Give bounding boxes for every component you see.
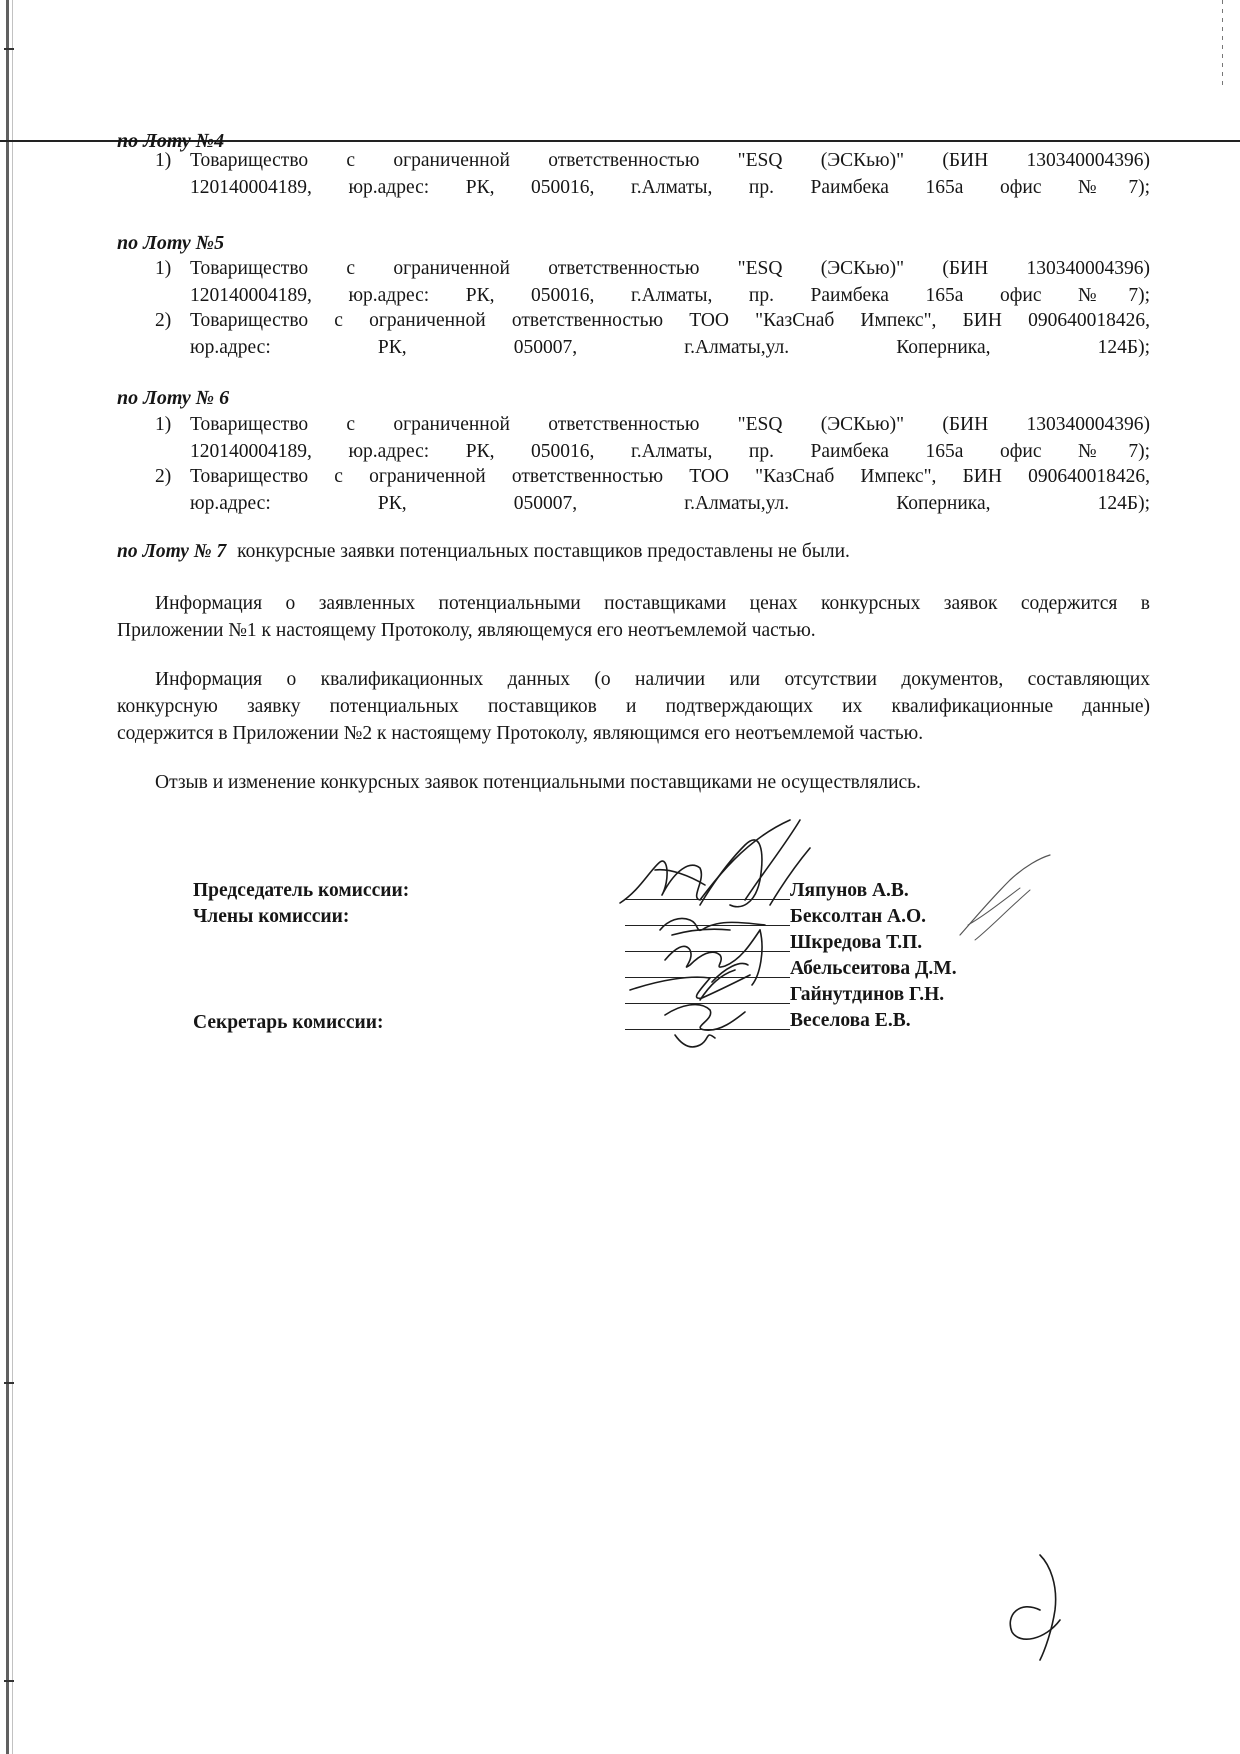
member-name: Шкредова Т.П.	[790, 932, 923, 953]
lot-text: конкурсные заявки потенциальных поставщиков предоставлены не были.	[237, 541, 850, 562]
paragraph-line: содержится в Приложении №2 к настоящему Протоколу, являющимся его неотъемлемой частью.	[117, 723, 924, 744]
item-text: 120140004189, юр.адрес: РК, 050016, г.Алматы, пр. Раимбека 165а офис №7);	[190, 441, 1150, 462]
item-text: Товарищество с ограниченной ответственностью "ESQ (ЭСКью)" (БИН 130340004396)	[190, 150, 1150, 171]
item-number: 1)	[155, 150, 172, 171]
member-name: Бексолтан А.О.	[790, 906, 927, 927]
item-number: 2)	[155, 466, 172, 487]
item-text: 120140004189, юр.адрес: РК, 050016, г.Алматы, пр. Раимбека 165а офис №7);	[190, 177, 1150, 198]
lot-heading: по Лоту № 6	[117, 387, 230, 409]
lot-heading: по Лоту №5	[117, 232, 225, 254]
item-text: Товарищество с ограниченной ответственностью "ESQ (ЭСКью)" (БИН 130340004396)	[190, 258, 1150, 279]
item-text: 120140004189, юр.адрес: РК, 050016, г.Алматы, пр. Раимбека 165а офис №7);	[190, 285, 1150, 306]
paragraph-line: Отзыв и изменение конкурсных заявок потенциальными поставщиками не осуществлялись.	[155, 772, 921, 793]
chair-label: Председатель комиссии:	[193, 880, 410, 901]
item-text: Товарищество с ограниченной ответственностью ТОО "КазСнаб Импекс", БИН 090640018426,	[190, 466, 1150, 487]
paragraph-line: Информация о заявленных потенциальными поставщиками ценах конкурсных заявок содержится в	[155, 593, 1150, 614]
member-name: Веселова Е.В.	[790, 1010, 911, 1031]
secretary-label: Секретарь комиссии:	[193, 1012, 384, 1033]
item-text: юр.адрес: РК, 050007, г.Алматы,ул. Коперника, 124Б);	[190, 493, 1150, 514]
item-text: Товарищество с ограниченной ответственностью ТОО "КазСнаб Импекс", БИН 090640018426,	[190, 310, 1150, 331]
item-number: 2)	[155, 310, 172, 331]
lot-heading: по Лоту № 7	[117, 541, 227, 562]
paragraph-line: конкурсную заявку потенциальных поставщиков и подтверждающих их квалификационные данные)	[117, 696, 1150, 717]
item-text: Товарищество с ограниченной ответственностью "ESQ (ЭСКью)" (БИН 130340004396)	[190, 414, 1150, 435]
paragraph-line: Информация о квалификационных данных (о наличии или отсутствии документов, составляющих	[155, 669, 1150, 690]
item-number: 1)	[155, 258, 172, 279]
member-name: Гайнутдинов Г.Н.	[790, 984, 945, 1005]
member-name: Ляпунов А.В.	[790, 880, 909, 901]
item-number: 1)	[155, 414, 172, 435]
member-name: Абельсеитова Д.М.	[790, 958, 957, 979]
lot-heading: по Лоту №4	[117, 130, 225, 152]
item-text: юр.адрес: РК, 050007, г.Алматы,ул. Коперника, 124Б);	[190, 337, 1150, 358]
members-label: Члены комиссии:	[193, 906, 350, 927]
paragraph-line: Приложении №1 к настоящему Протоколу, являющемуся его неотъемлемой частью.	[117, 620, 816, 641]
